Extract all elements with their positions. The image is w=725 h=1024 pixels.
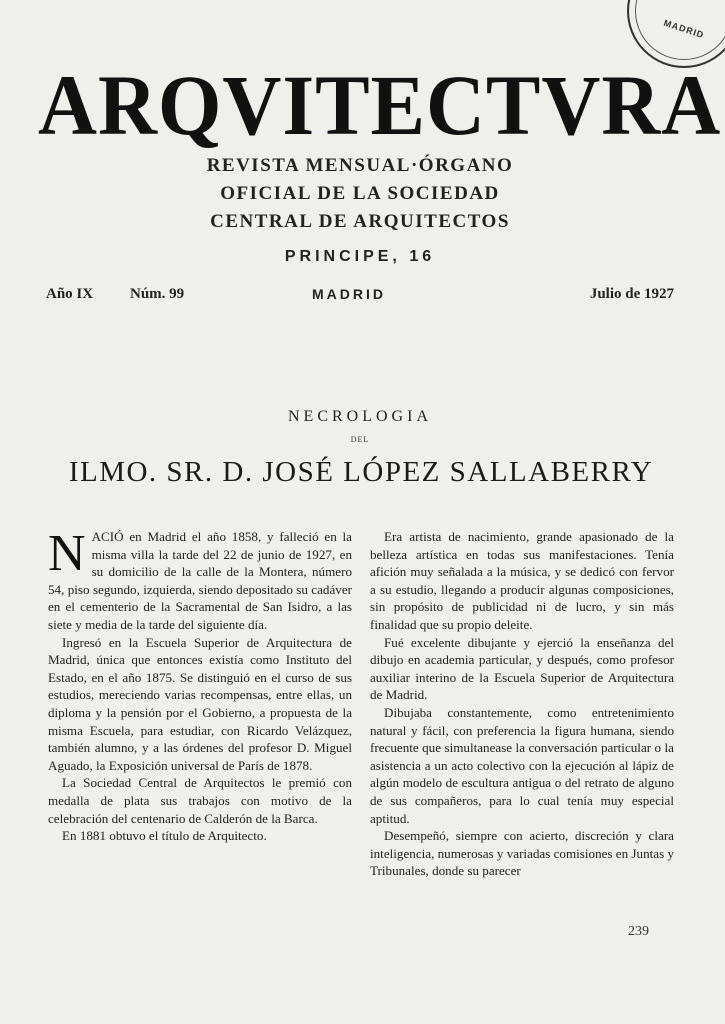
page-number: 239: [628, 924, 649, 939]
paragraph-left-4: En 1881 obtuvo el título de Arquitecto.: [62, 828, 267, 844]
issue-meta: [46, 286, 674, 306]
article-column-right: [370, 528, 674, 880]
subtitle-line-3: CENTRAL DE ARQUITECTOS: [210, 211, 510, 232]
first-word-rest: ACIÓ: [91, 529, 124, 544]
masthead-subtitle: [160, 152, 560, 236]
paragraph-left-1: [48, 525, 352, 634]
paragraph-right-3: Dibujaba constantemente, como entretenimiento natural y fácil, con preferencia la figura humana, siendo frecuente que simultanease la conversación particular o la asistencia a un acto colectivo con la ejecución al lápiz de algún modelo de escultura antigua o del retrato de alguno de sus compañeros, para lo cual tenía muy especial aptitud.: [370, 704, 674, 826]
address: PRINCIPE, 16: [284, 248, 436, 265]
paragraph-right-1: Era artista de nacimiento, grande apasionado de la belleza artística en todas sus manifestaciones. Tenía afición muy señalada a la música, y se dedicó con fervor a su estudio, llegando a producir algunas composiciones, sin propósito de publicidad ni de lucro, y sin más finalidad que su propio deleite.: [370, 529, 674, 632]
drop-cap: N: [48, 525, 86, 582]
stamp-text: MADRID: [662, 17, 706, 41]
masthead-title: ARQVITECTVRA: [38, 57, 722, 153]
issue-city: MADRID: [312, 286, 386, 302]
article-title: ILMO. SR. D. JOSÉ LÓPEZ SALLABERRY: [68, 456, 654, 488]
paragraph-right-4: Desempeñó, siempre con acierto, discreción y clara inteligencia, numerosas y variadas comisiones en Juntas y Tribunales, donde su parecer: [370, 828, 674, 879]
section-title: NECROLOGIA: [288, 408, 432, 425]
paragraph-left-2: Ingresó en la Escuela Superior de Arquitectura de Madrid, única que entonces existía como Instituto del Estado, en el año 1875. Se distinguió en el curso de sus estudios, mereciendo varias recompensas, entre ellas, un diploma y la pensión por el Gobierno, a propuesta de la misma Escuela, para estudiar, con Ricardo Velázquez, también alumno, y a las órdenes del profesor D. Miguel Aguado, la Exposición universal de París de 1878.: [48, 634, 352, 773]
paragraph-left-3: La Sociedad Central de Arquitectos le premió con medalla de plata sus trabajos con motivo de la celebración del centenario de Calderón de la Barca.: [48, 775, 352, 826]
article-column-left: [48, 525, 352, 845]
subtitle-line-2: OFICIAL DE LA SOCIEDAD: [220, 183, 500, 204]
subtitle-line-1: REVISTA MENSUAL·ÓRGANO: [206, 155, 514, 176]
paragraph-left-1-text: en Madrid el año 1858, y falleció en la misma villa la tarde del 22 de junio de 1927, en su domicilio de la calle de la Montera, número 54, piso segundo, izquierda, siendo depositado su cadáver en el cementerio de la Sacramental de San Isidro, a las siete y media de la tarde del siguiente día.: [48, 529, 352, 632]
issue-year: Año IX: [46, 286, 94, 302]
issue-number: Núm. 99: [130, 286, 185, 302]
section-del: DEL: [350, 435, 370, 444]
issue-date: Julio de 1927: [589, 286, 674, 302]
paragraph-right-2: Fué excelente dibujante y ejerció la enseñanza del dibujo en academia particular, y después, como profesor auxiliar interino de la Escuela Superior de Arquitectura de Madrid.: [370, 634, 674, 703]
